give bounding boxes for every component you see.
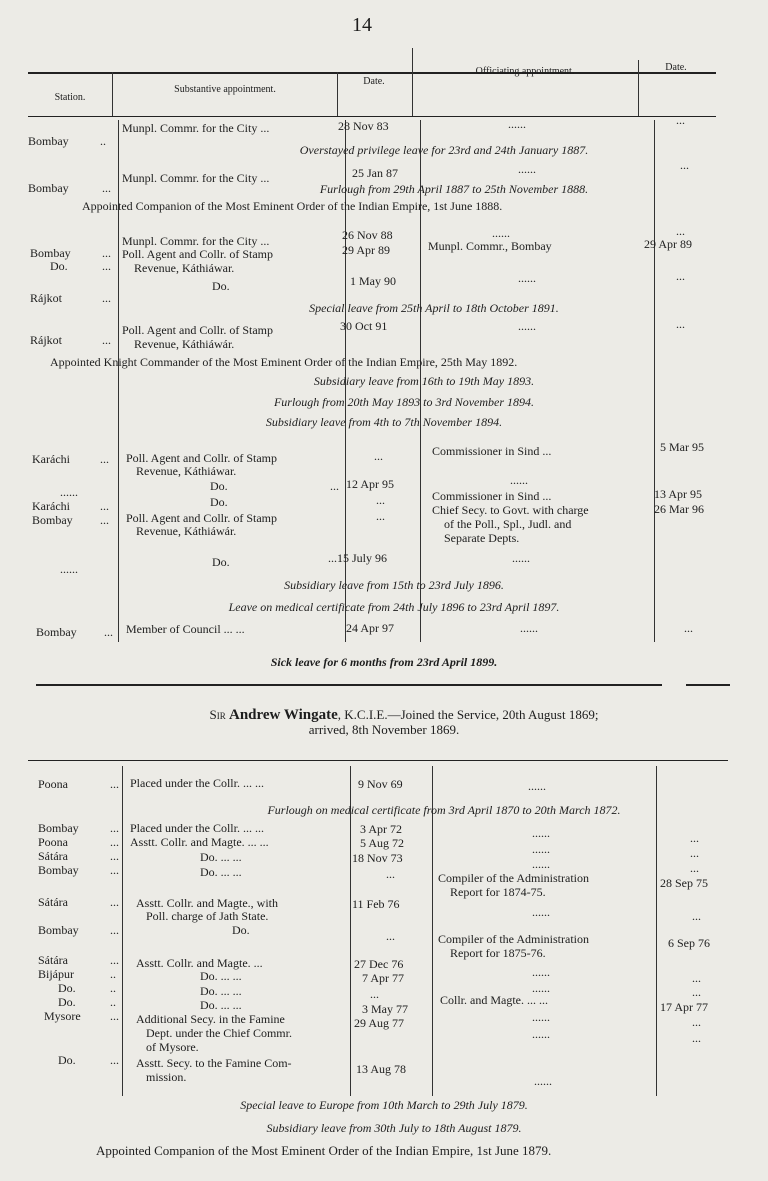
officiating: ...... (532, 857, 550, 871)
date: 26 Nov 88 (342, 228, 393, 242)
station: Karáchi (32, 499, 70, 513)
note: Furlough from 29th April 1887 to 25th November 1888. (319, 182, 589, 196)
dots: ... (100, 513, 109, 527)
off-date: ... (676, 224, 685, 238)
dots: ... (110, 895, 119, 909)
header-date-2: Date. (665, 62, 687, 73)
section-rule (36, 684, 662, 686)
appointment: Munpl. Commr. for the City ... (122, 121, 270, 135)
date: ...15 July 96 (328, 551, 388, 565)
station: Bijápur (38, 967, 74, 981)
off-date: ... (692, 909, 701, 923)
off-date: ... (690, 846, 699, 860)
station: Bombay (38, 923, 79, 937)
appointment-cont: Dept. under the Chief Commr. (146, 1026, 292, 1040)
dots: ... (110, 835, 119, 849)
date: 12 Apr 95 (346, 477, 394, 491)
note: Sick leave for 6 months from 23rd April 1899. (270, 655, 498, 669)
station: Do. (58, 1053, 76, 1067)
appointment-cont: mission. (146, 1070, 187, 1084)
dots: ... (102, 259, 111, 273)
appointment: Do. ... ... (200, 984, 242, 998)
dots: ... (104, 625, 113, 639)
appointment: Additional Secy. in the Famine (136, 1012, 285, 1026)
date: 27 Dec 76 (354, 957, 404, 971)
officiating: ...... (532, 1027, 550, 1041)
page-number: 14 (352, 14, 372, 36)
appointment: Munpl. Commr. for the City ... (122, 171, 270, 185)
appointment-cont: of Mysore. (146, 1040, 199, 1054)
officiating: ...... (518, 319, 536, 333)
station: Bombay (32, 513, 73, 527)
appointment-cont: Revenue, Káthiáwár. (136, 524, 237, 538)
appointment: Do. (210, 479, 228, 493)
off-date: ... (690, 861, 699, 875)
appointment: Asstt. Collr. and Magte., with (136, 896, 278, 910)
dots: ... (100, 452, 109, 466)
header-col-divider-1 (112, 72, 113, 116)
station: Do. (58, 981, 76, 995)
officer-arrival: arrived, 8th November 1869. (308, 722, 460, 737)
appointment: Asstt. Collr. and Magte. ... ... (130, 835, 269, 849)
appointment: Asstt. Secy. to the Famine Com- (136, 1056, 292, 1070)
table2-top-rule (28, 760, 728, 761)
station: Sátára (38, 895, 68, 909)
off-date: ... (690, 831, 699, 845)
dots: .. (110, 995, 116, 1009)
station: Bombay (28, 134, 69, 148)
officiating: Commissioner in Sind ... (432, 489, 552, 503)
note: Overstayed privilege leave for 23rd and 24th January 1887. (299, 143, 589, 157)
off-date: 28 Sep 75 (660, 876, 708, 890)
officiating: Compiler of the Administration (438, 932, 589, 946)
officiating: ...... (518, 271, 536, 285)
date: 9 Nov 69 (358, 777, 403, 791)
appointment-cont: Revenue, Káthiáwar. (136, 464, 237, 478)
date: 29 Apr 89 (342, 243, 390, 257)
officiating: ...... (518, 162, 536, 176)
off-date: ... (684, 621, 693, 635)
officiating: Commissioner in Sind ... (432, 444, 552, 458)
off-date: ... (692, 971, 701, 985)
appointment: Do. ... ... (200, 969, 242, 983)
off-date: ... (692, 1015, 701, 1029)
dots: ... (102, 291, 111, 305)
off-date: ... (692, 1031, 701, 1045)
date: 29 Aug 77 (354, 1016, 405, 1030)
header-date: Date. (363, 76, 385, 87)
officiating-cont: of the Poll., Spl., Judl. and (444, 517, 572, 531)
station: Bombay (28, 181, 69, 195)
appointment: Asstt. Collr. and Magte. ... (136, 956, 263, 970)
officiating: ...... (532, 965, 550, 979)
officiating: ...... (532, 826, 550, 840)
note: Leave on medical certificate from 24th July 1896 to 23rd April 1897. (228, 600, 560, 614)
header-officiating: Officiating appointment. (475, 66, 575, 77)
off-date: 29 Apr 89 (644, 237, 692, 251)
dots: ... (110, 777, 119, 791)
officiating: ...... (492, 226, 510, 240)
date: 28 Nov 83 (338, 119, 389, 133)
dots: ... (110, 1053, 119, 1067)
station: Mysore (44, 1009, 81, 1023)
date: ... (386, 867, 395, 881)
station: Karáchi (32, 452, 70, 466)
station: Do. (50, 259, 68, 273)
station: Bombay (38, 863, 79, 877)
note: Special leave to Europe from 10th March to 29th July 1879. (240, 1098, 528, 1112)
date: 30 Oct 91 (340, 319, 388, 333)
date: 5 Aug 72 (360, 836, 405, 850)
appointment: Do. (212, 279, 230, 293)
date: ... (374, 449, 383, 463)
note: Appointed Companion of the Most Eminent Order of the Indian Empire, 1st June 1879. (96, 1143, 552, 1158)
officiating: ...... (528, 779, 546, 793)
note: Subsidiary leave from 4th to 7th November 1894. (265, 415, 503, 429)
officiating: Chief Secy. to Govt. with charge (432, 503, 589, 517)
date: ... (376, 493, 385, 507)
off-date: ... (692, 985, 701, 999)
officer-detail: , K.C.I.E.—Joined the Service, 20th August 1869; (337, 707, 599, 722)
officiating: Collr. and Magte. ... ... (440, 993, 548, 1007)
note: Appointed Knight Commander of the Most Eminent Order of the Indian Empire, 25th May 1892. (50, 355, 518, 369)
date: 24 Apr 97 (346, 621, 394, 635)
officiating: ...... (510, 473, 528, 487)
station: Do. (58, 995, 76, 1009)
off-date: 26 Mar 96 (654, 502, 704, 516)
dots: ... (330, 479, 339, 493)
appointment: Poll. Agent and Collr. of Stamp (126, 511, 278, 525)
appointment: Poll. Agent and Collr. of Stamp (122, 247, 274, 261)
off-date: 6 Sep 76 (668, 936, 710, 950)
officiating: ...... (532, 981, 550, 995)
appointment: Do. (212, 555, 230, 569)
date: 25 Jan 87 (352, 166, 398, 180)
officiating: ...... (520, 621, 538, 635)
officiating-cont: Separate Depts. (444, 531, 520, 545)
date: 11 Feb 76 (352, 897, 400, 911)
station: Bombay (38, 821, 79, 835)
station: Sátára (38, 953, 68, 967)
dots: ... (100, 499, 109, 513)
station: Bombay (36, 625, 77, 639)
station: Poona (38, 777, 68, 791)
off-date: ... (676, 317, 685, 331)
dots: ... (110, 863, 119, 877)
off-date: 13 Apr 95 (654, 487, 702, 501)
appointment: Do. ... ... (200, 850, 242, 864)
note: Special leave from 25th April to 18th October 1891. (309, 301, 559, 315)
officiating: ...... (508, 117, 526, 131)
officiating-cont: Report for 1875-76. (450, 946, 546, 960)
station: Rájkot (30, 333, 62, 347)
appointment-cont: Revenue, Káthiáwar. (134, 261, 235, 275)
appointment-cont: Revenue, Káthiáwár. (134, 337, 235, 351)
officer-name: Andrew Wingate (229, 707, 338, 723)
officer-prefix: Sir (209, 707, 226, 722)
officiating: ...... (532, 1010, 550, 1024)
officiating: Compiler of the Administration (438, 871, 589, 885)
date: 3 May 77 (362, 1002, 408, 1016)
note: Furlough on medical certificate from 3rd April 1870 to 20th March 1872. (267, 803, 621, 817)
header-col-divider-4 (638, 60, 639, 116)
station: Poona (38, 835, 68, 849)
appointment: Do. (232, 923, 250, 937)
note: Appointed Companion of the Most Eminent Order of the Indian Empire, 1st June 1888. (82, 199, 503, 213)
off-date: ... (680, 158, 689, 172)
dots: ... (102, 246, 111, 260)
dots: .. (110, 967, 116, 981)
note: Furlough from 20th May 1893 to 3rd November 1894. (273, 395, 535, 409)
appointment: Placed under the Collr. ... ... (130, 776, 264, 790)
off-date: 5 Mar 95 (660, 440, 704, 454)
station: ...... (60, 562, 78, 576)
dots: ... (110, 821, 119, 835)
dots: ... (102, 181, 111, 195)
officiating: ...... (532, 842, 550, 856)
off-date: 17 Apr 77 (660, 1000, 708, 1014)
section-rule-right (686, 684, 730, 686)
date: 7 Apr 77 (362, 971, 404, 985)
appointment: Munpl. Commr. for the City ... (122, 234, 270, 248)
dots: .. (100, 134, 106, 148)
off-date: ... (676, 113, 685, 127)
note: Subsidiary leave from 15th to 23rd July 1896. (284, 578, 504, 592)
date: 18 Nov 73 (352, 851, 403, 865)
officer-heading (0, 707, 768, 723)
station: Sátára (38, 849, 68, 863)
appointment: Poll. Agent and Collr. of Stamp (126, 451, 278, 465)
station: ...... (60, 485, 78, 499)
officiating: ...... (512, 551, 530, 565)
station: Bombay (30, 246, 71, 260)
date: 3 Apr 72 (360, 822, 402, 836)
date: ... (386, 929, 395, 943)
officiating-cont: Report for 1874-75. (450, 885, 546, 899)
appointment: Poll. Agent and Collr. of Stamp (122, 323, 274, 337)
appointment: Member of Council ... ... (126, 622, 245, 636)
dots: ... (110, 923, 119, 937)
header-station: Station. (54, 92, 86, 103)
date: ... (370, 987, 379, 1001)
note: Subsidiary leave from 16th to 19th May 1893. (313, 374, 535, 388)
appointment: Do. ... ... (200, 998, 242, 1012)
appointment: Placed under the Collr. ... ... (130, 821, 264, 835)
officiating: Munpl. Commr., Bombay (428, 239, 552, 253)
dots: ... (110, 1009, 119, 1023)
dots: ... (102, 333, 111, 347)
officiating: ...... (532, 905, 550, 919)
header-bottom-rule (28, 116, 716, 117)
date: ... (376, 509, 385, 523)
appointment-cont: Poll. charge of Jath State. (146, 909, 269, 923)
date: 13 Aug 78 (356, 1062, 407, 1076)
date: 1 May 90 (350, 274, 396, 288)
header-col-divider-3 (412, 48, 413, 116)
header-substantive: Substantive appointment. (174, 84, 276, 95)
dots: .. (110, 981, 116, 995)
station: Rájkot (30, 291, 62, 305)
off-date: ... (676, 269, 685, 283)
dots: ... (110, 849, 119, 863)
dots: ... (110, 953, 119, 967)
appointment: Do. ... ... (200, 865, 242, 879)
appointment: Do. (210, 495, 228, 509)
note: Subsidiary leave from 30th July to 18th August 1879. (266, 1121, 522, 1135)
officiating: ...... (534, 1074, 552, 1088)
